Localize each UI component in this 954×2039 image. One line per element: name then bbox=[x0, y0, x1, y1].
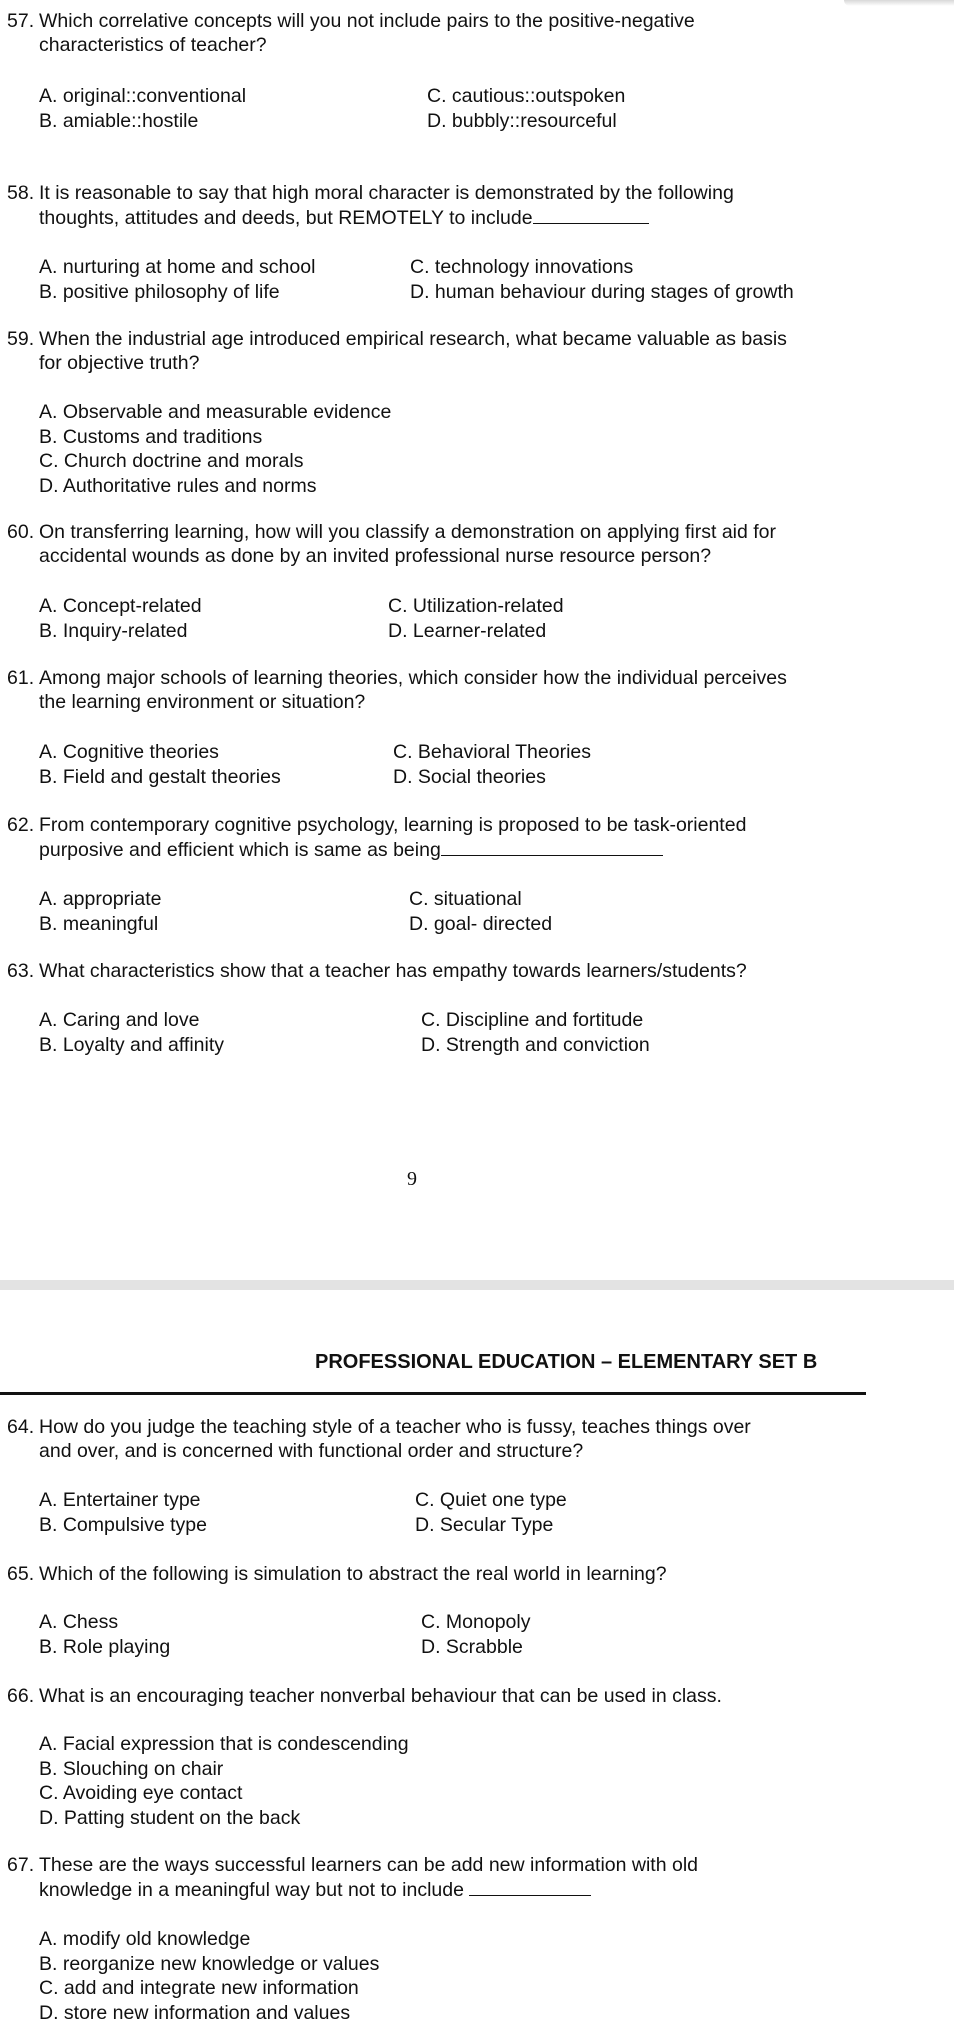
option-a: A. Caring and love bbox=[39, 1009, 200, 1031]
question-60 bbox=[7, 520, 853, 568]
option-b: B. reorganize new knowledge or values bbox=[39, 1952, 380, 1975]
question-number: 61. bbox=[7, 667, 35, 689]
question-63 bbox=[7, 959, 853, 983]
option-d: D. Authoritative rules and norms bbox=[39, 474, 317, 497]
option-c: C. Monopoly bbox=[421, 1611, 531, 1633]
question-text-line: Which correlative concepts will you not include pairs to the positive-negative bbox=[39, 10, 695, 32]
question-66 bbox=[7, 1684, 853, 1708]
option-b: B. Role playing bbox=[39, 1635, 171, 1658]
question-number: 60. bbox=[7, 521, 35, 543]
question-text-line: accidental wounds as done by an invited professional nurse resource person? bbox=[39, 545, 712, 567]
question-59 bbox=[7, 327, 853, 375]
option-a: A. Chess bbox=[39, 1611, 119, 1633]
option-a: A. Concept-related bbox=[39, 595, 202, 617]
page-gap bbox=[0, 1280, 954, 1290]
option-b: B. amiable::hostile bbox=[39, 109, 199, 132]
option-b: B. Slouching on chair bbox=[39, 1757, 224, 1780]
option-d: D. bubbly::resourceful bbox=[427, 109, 617, 132]
question-text-line: These are the ways successful learners can be add new information with old bbox=[39, 1854, 699, 1876]
option-d: D. Secular Type bbox=[415, 1513, 554, 1536]
question-62 bbox=[7, 813, 853, 862]
option-c: C. Church doctrine and morals bbox=[39, 450, 304, 472]
option-d: D. Patting student on the back bbox=[39, 1806, 301, 1829]
question-text-line: What is an encouraging teacher nonverbal behaviour that can be used in class. bbox=[39, 1685, 722, 1707]
question-text-line: When the industrial age introduced empirical research, what became valuable as basis bbox=[39, 328, 787, 350]
option-c: C. Discipline and fortitude bbox=[421, 1009, 644, 1031]
question-number: 57. bbox=[7, 10, 35, 32]
option-c: C. Utilization-related bbox=[388, 595, 564, 617]
section-header: PROFESSIONAL EDUCATION – ELEMENTARY SET B bbox=[315, 1351, 818, 1373]
question-number: 64. bbox=[7, 1416, 35, 1438]
option-b: B. positive philosophy of life bbox=[39, 280, 280, 303]
question-text-line: It is reasonable to say that high moral character is demonstrated by the following bbox=[39, 182, 734, 204]
option-a: A. Cognitive theories bbox=[39, 741, 219, 763]
question-text-line: On transferring learning, how will you classify a demonstration on applying first aid for bbox=[39, 521, 777, 543]
option-a: A. original::conventional bbox=[39, 85, 247, 107]
option-d: D. store new information and values bbox=[39, 2001, 351, 2024]
option-a: A. nurturing at home and school bbox=[39, 256, 316, 278]
option-a: A. Facial expression that is condescending bbox=[39, 1733, 409, 1755]
question-text-line: knowledge in a meaningful way but not to include bbox=[39, 1879, 464, 1901]
question-65 bbox=[7, 1562, 853, 1586]
question-text-line: What characteristics show that a teacher has empathy towards learners/students? bbox=[39, 960, 747, 982]
option-b: B. Loyalty and affinity bbox=[39, 1033, 225, 1056]
option-d: D. Learner-related bbox=[388, 619, 547, 642]
option-a: A. appropriate bbox=[39, 888, 162, 910]
option-c: C. Avoiding eye contact bbox=[39, 1782, 243, 1804]
option-a: A. Observable and measurable evidence bbox=[39, 401, 392, 423]
option-b: B. Customs and traditions bbox=[39, 425, 263, 448]
option-d: D. Social theories bbox=[393, 765, 546, 788]
options-66 bbox=[39, 1732, 859, 1830]
option-c: C. situational bbox=[409, 888, 522, 910]
question-61 bbox=[7, 666, 853, 714]
question-number: 62. bbox=[7, 814, 35, 836]
page-number: 9 bbox=[407, 1168, 417, 1190]
option-c: C. cautious::outspoken bbox=[427, 85, 626, 107]
question-text-line: How do you judge the teaching style of a teacher who is fussy, teaches things over bbox=[39, 1416, 751, 1438]
question-57 bbox=[7, 9, 853, 57]
question-text-line: the learning environment or situation? bbox=[39, 691, 366, 713]
question-number: 67. bbox=[7, 1854, 35, 1876]
option-d: D. Scrabble bbox=[421, 1635, 523, 1658]
question-number: 66. bbox=[7, 1685, 35, 1707]
option-b: B. Field and gestalt theories bbox=[39, 765, 281, 788]
option-d: D. goal- directed bbox=[409, 912, 553, 935]
question-text-line: purposive and efficient which is same as being bbox=[39, 839, 441, 861]
question-number: 59. bbox=[7, 328, 35, 350]
option-b: B. Inquiry-related bbox=[39, 619, 188, 642]
question-text-line: for objective truth? bbox=[39, 352, 200, 374]
question-text-line: From contemporary cognitive psychology, learning is proposed to be task-oriented bbox=[39, 814, 747, 836]
option-a: A. Entertainer type bbox=[39, 1489, 201, 1511]
option-c: C. technology innovations bbox=[410, 256, 634, 278]
option-c: C. Behavioral Theories bbox=[393, 741, 591, 763]
question-text-line: Which of the following is simulation to abstract the real world in learning? bbox=[39, 1563, 667, 1585]
question-text-line: Among major schools of learning theories, which consider how the individual perceives bbox=[39, 667, 787, 689]
answer-blank bbox=[533, 205, 649, 224]
answer-blank bbox=[469, 1877, 591, 1896]
option-c: C. Quiet one type bbox=[415, 1489, 567, 1511]
question-58 bbox=[7, 181, 853, 230]
question-number: 63. bbox=[7, 960, 35, 982]
question-67 bbox=[7, 1853, 853, 1902]
option-d: D. human behaviour during stages of growth bbox=[410, 280, 794, 303]
option-c: C. add and integrate new information bbox=[39, 1977, 359, 1999]
option-a: A. modify old knowledge bbox=[39, 1928, 251, 1950]
option-d: D. Strength and conviction bbox=[421, 1033, 650, 1056]
question-text-line: characteristics of teacher? bbox=[39, 34, 267, 56]
question-64 bbox=[7, 1415, 853, 1463]
options-59 bbox=[39, 400, 859, 498]
option-b: B. Compulsive type bbox=[39, 1513, 207, 1536]
header-rule bbox=[0, 1392, 866, 1395]
scroll-shadow bbox=[844, 0, 954, 6]
answer-blank bbox=[441, 837, 663, 856]
option-b: B. meaningful bbox=[39, 912, 159, 935]
question-text-line: and over, and is concerned with functional order and structure? bbox=[39, 1440, 584, 1462]
options-67 bbox=[39, 1927, 859, 2025]
question-number: 58. bbox=[7, 182, 35, 204]
question-text-line: thoughts, attitudes and deeds, but REMOTELY to include bbox=[39, 207, 533, 229]
question-number: 65. bbox=[7, 1563, 35, 1585]
